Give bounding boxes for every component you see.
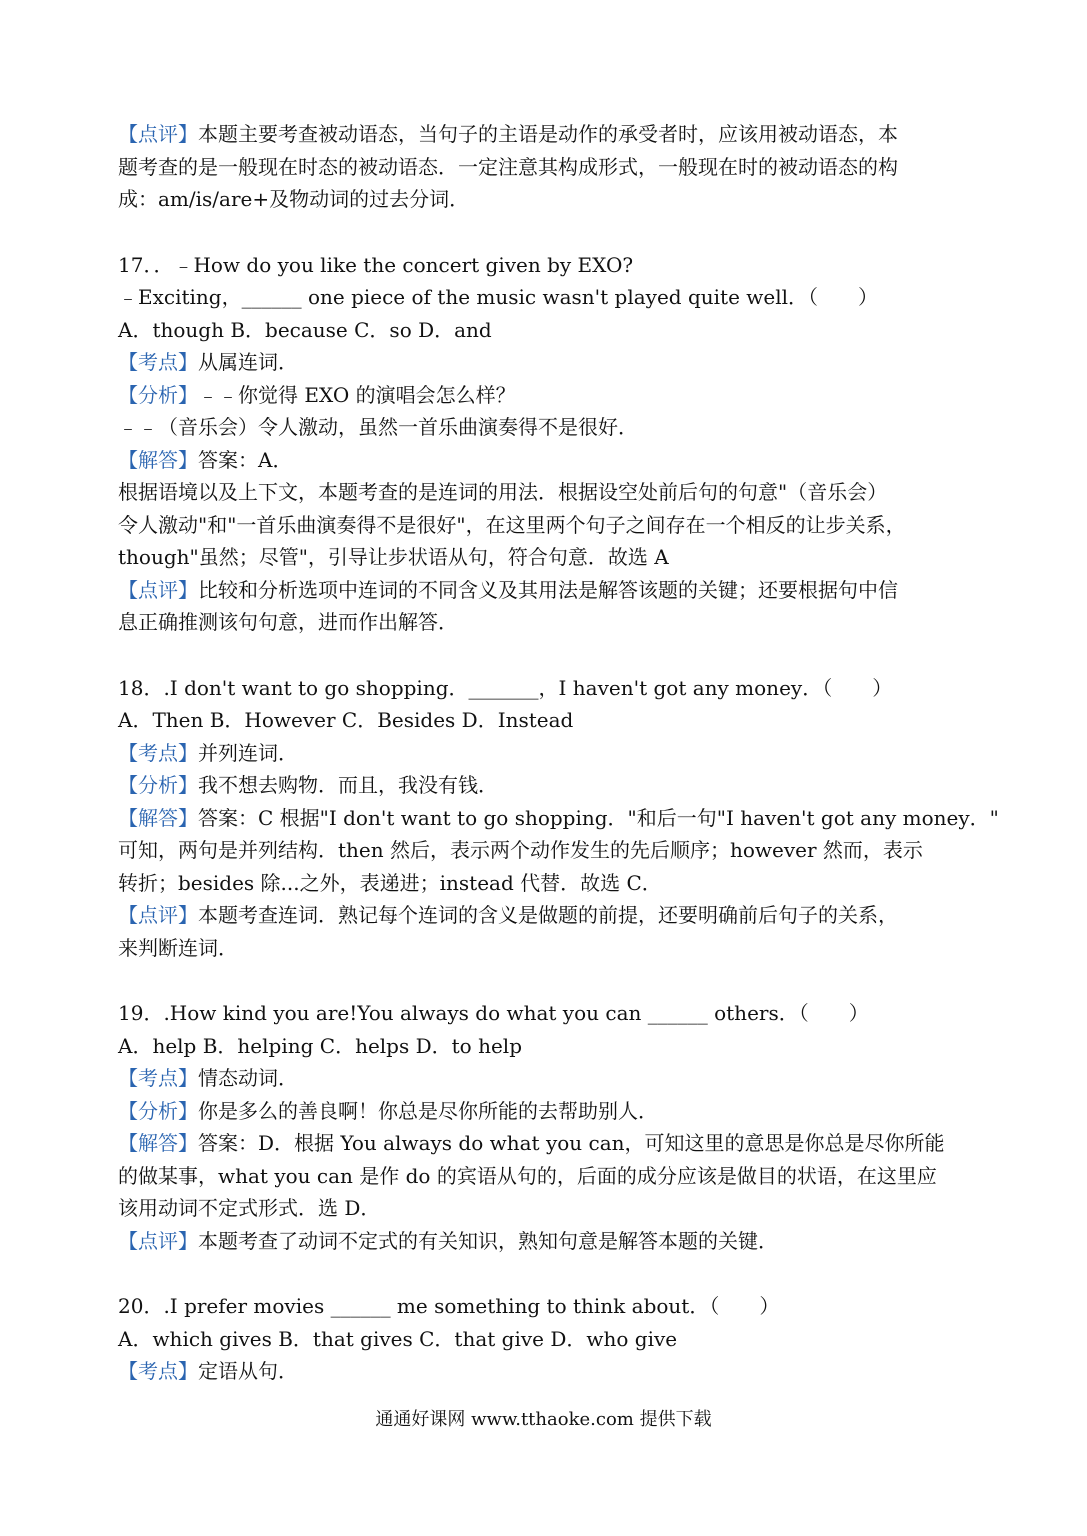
answer-tag: 【解答】 — [118, 805, 198, 830]
q17-review-line-1: 【点评】比较和分析选项中连词的不同含义及其用法是解答该题的关键；还要根据句中信 — [118, 577, 898, 602]
review-tag: 【点评】 — [118, 1228, 198, 1253]
spacer — [118, 964, 978, 997]
spacer — [118, 1257, 978, 1290]
point-tag: 【考点】 — [118, 1066, 198, 1090]
q17-stem-line-1: 17．．﹣How do you like the concert given by EXO? — [118, 252, 634, 277]
q18-options: A．Then B．However C．Besides D．Instead — [118, 708, 574, 732]
q17-answer-line-3: 令人激动"和"一首乐曲演奏得不是很好"，在这里两个句子之间存在一个相反的让步关系， — [118, 512, 906, 537]
q17-analysis-line-1: 【分析】﹣﹣你觉得 EXO 的演唱会怎么样？ — [118, 382, 516, 407]
answer-tag: 【解答】 — [118, 447, 198, 472]
q19-point: 【考点】情态动词． — [118, 1066, 298, 1090]
q18-review-line-2: 来判断连词． — [118, 935, 238, 960]
document-page — [118, 118, 999, 1388]
q17-analysis-line-2: ﹣﹣（音乐会）令人激动，虽然一首乐曲演奏得不是很好． — [118, 415, 638, 439]
review-tag: 【点评】 — [118, 122, 198, 146]
spacer — [118, 639, 978, 672]
q19-answer-line-3: 该用动词不定式形式．选 D． — [118, 1196, 381, 1220]
q17-answer-line-1: 【解答】答案：A． — [118, 447, 293, 472]
analysis-tag: 【分析】 — [118, 382, 198, 407]
q19-answer-line-1: 【解答】答案：D．根据 You always do what you can，可知这里的意思是你总是尽你所能 — [118, 1131, 945, 1155]
point-tag: 【考点】 — [118, 740, 198, 765]
q18-stem-line-1: 18．.I don't want to go shopping．_______，I haven't got any money．（ ） — [118, 675, 893, 700]
q16-review-line-2: 题考查的是一般现在时态的被动语态．一定注意其构成形式，一般现在时的被动语态的构 — [118, 154, 898, 179]
q19-options: A．help B．helping C．helps D．to help — [118, 1033, 522, 1058]
spacer — [118, 216, 978, 249]
q19-stem-line-1: 19．.How kind you are!You always do what you can ______ others．（ ） — [118, 1001, 869, 1025]
q17-review-line-2: 息正确推测该句句意，进而作出解答． — [118, 610, 458, 634]
q16-review-line-3: 成：am/is/are+及物动词的过去分词． — [118, 187, 470, 211]
q17-answer-line-2: 根据语境以及上下文，本题考查的是连词的用法．根据设空处前后句的句意"（音乐会） — [118, 480, 888, 504]
analysis-tag: 【分析】 — [118, 1098, 198, 1123]
point-tag: 【考点】 — [118, 1359, 198, 1383]
review-tag: 【点评】 — [118, 903, 198, 927]
q18-answer-line-3: 转折；besides 除...之外，表递进；instead 代替．故选 C． — [118, 870, 662, 895]
q16-review-line-1: 【点评】本题主要考查被动语态，当句子的主语是动作的承受者时，应该用被动语态，本 — [118, 122, 898, 146]
q19-review-line-1: 【点评】本题考查了动词不定式的有关知识，熟知句意是解答本题的关键． — [118, 1228, 778, 1253]
q18-point: 【考点】并列连词． — [118, 740, 298, 765]
q20-options: A．which gives B．that gives C．that give D．who give — [118, 1326, 678, 1351]
review-tag: 【点评】 — [118, 577, 198, 602]
answer-tag: 【解答】 — [118, 1131, 198, 1155]
q17-point: 【考点】从属连词． — [118, 350, 298, 374]
point-tag: 【考点】 — [118, 350, 198, 374]
analysis-tag: 【分析】 — [118, 773, 198, 797]
q19-analysis-line-1: 【分析】你是多么的善良啊！你总是尽你所能的去帮助别人． — [118, 1098, 658, 1123]
q18-review-line-1: 【点评】本题考查连词．熟记每个连词的含义是做题的前提，还要明确前后句子的关系， — [118, 903, 898, 927]
q20-point: 【考点】定语从句． — [118, 1359, 298, 1383]
q18-answer-line-1: 【解答】答案：C 根据"I don't want to go shopping．"和后一句"I haven't got any money．" — [118, 805, 999, 830]
q17-options: A．though B．because C．so D．and — [118, 317, 492, 342]
q18-answer-line-2: 可知，两句是并列结构．then 然后，表示两个动作发生的先后顺序；however 然而，表示 — [118, 838, 923, 862]
q17-stem-line-2: ﹣Exciting，______ one piece of the music wasn't played quite well．（ ） — [118, 285, 879, 309]
q17-answer-line-4: though"虽然；尽管"，引导让步状语从句，符合句意．故选 A — [118, 545, 669, 569]
q19-answer-line-2: 的做某事，what you can 是作 do 的宾语从句的，后面的成分应该是做目的状语，在这里应 — [118, 1163, 937, 1188]
page-footer: 通通好课网 www.tthaoke.com 提供下载 — [375, 1409, 712, 1430]
q18-analysis-line-1: 【分析】我不想去购物．而且，我没有钱． — [118, 773, 498, 797]
q20-stem-line-1: 20．.I prefer movies ______ me something to think about．（ ） — [118, 1294, 780, 1318]
